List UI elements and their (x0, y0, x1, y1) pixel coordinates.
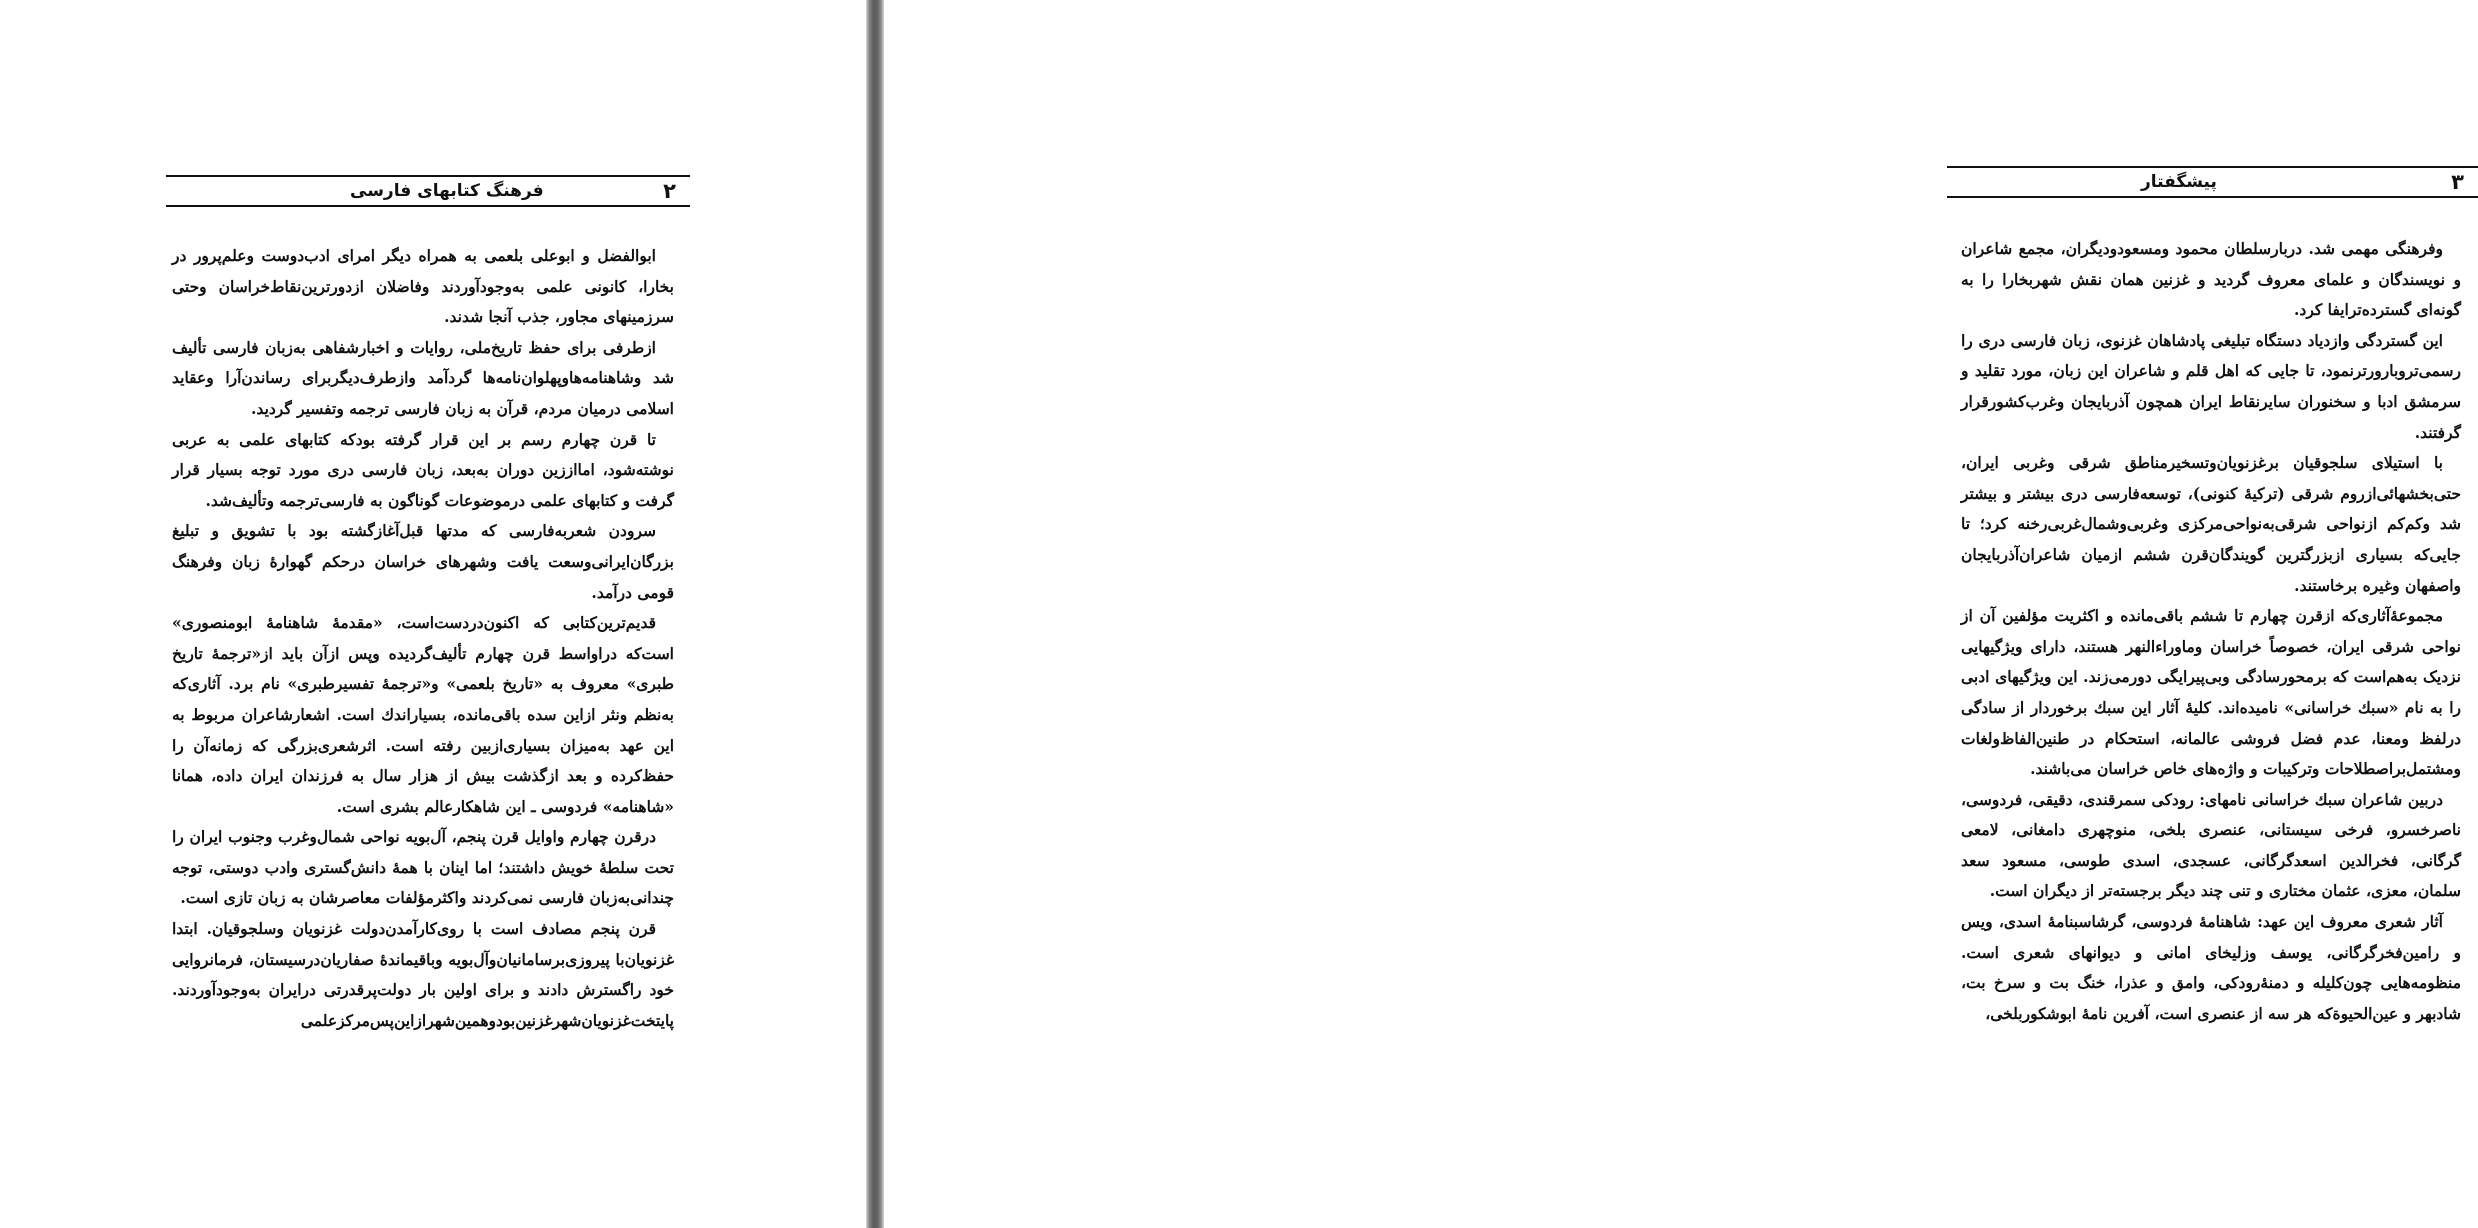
right-paragraph-1: وفرهنگی مهمی شد. دربارسلطان محمود ومسعودودیگران، مجمع شاعران و نویسندگان و علمای معروف گردید و غزنین همان نقش شهربخارا را به گونه‌ای گسترده‌ترایفا کرد. (1961, 239, 2461, 320)
left-paragraph-1: ابوالفضل و ابوعلی بلعمی به همراه دیگر امرای ادب‌دوست وعلم‌پرور در بخارا، کانونی علمی به‌وجودآوردند وفاضلان ازدورترین‌نقاط‌خراسان وحتی سرزمینهای مجاور، جذب آنجا شدند. (172, 246, 674, 327)
right-page-body (1961, 234, 2461, 1029)
right-paragraph-5: دربین شاعران سبك خراسانی نامهای: رودکی سمرقندی، دقیقی، فردوسی، ناصرخسرو، فرخی سیستانی، عنصری بلخی، منوچهری دامغانی، لامعی گرگانی، فخرالدین اسعدگرگانی، عسجدی، اسدی طوسی، مسعود سعد سلمان، معزی، عثمان مختاری و تنی چند دیگر برجسته‌تر از دیگران است. (1961, 789, 2461, 901)
right-paragraph-3: با استیلای سلجوقیان برغزنویان‌وتسخیرمناطق شرقی وغربی ایران، حتی‌بخشهائی‌ازروم شرقی (ترکیهٔ کنونی)، توسعه‌فارسی دری بیشتر و بیشتر شد وکم‌کم ازنواحی شرقی‌به‌نواحی‌مرکزی وغربی‌وشمال‌غربی‌رخنه کرد؛ تا جایی‌که بسیاری ازبزرگترین گویندگان‌قرن ششم ازمیان شاعران‌آذربایجان واصفهان وغیره برخاستند. (1961, 453, 2461, 595)
left-paragraph-5: قدیم‌ترین‌کتابی که اکنون‌دردست‌است، «مقدمهٔ شاهنامهٔ ابومنصوری» است‌که دراواسط قرن چهارم تألیف‌گردیده وپس ازآن باید از«ترجمهٔ تاریخ طبری» معروف به «تاریخ بلعمی» و«ترجمهٔ تفسیرطبری» نام برد. آثاری‌که به‌نظم ونثر ازاین سده باقی‌مانده، بسیاراندك است. اشعارشاعران مربوط به این عهد به‌میزان بسیاری‌ازبین رفته است. اثرشعری‌بزرگی که زمانه‌آن را حفظ‌کرده و بعد ازگذشت بیش از هزار سال به فرزندان ایران داده، همانا «شاهنامه» فردوسی ـ این شاهکارعالم بشری است. (172, 613, 674, 816)
right-paragraph-2: این گستردگی وازدیاد دستگاه تبلیغی پادشاهان غزنوی، زبان فارسی دری را رسمی‌تروبارورترنمود، تا جایی که اهل قلم و شاعران این زبان، مورد تقلید و سرمشق ادبا و سخنوران سایرنقاط ایران همچون آذربایجان وغرب‌کشورقرار گرفتند. (1961, 330, 2461, 442)
left-paragraph-7: قرن پنجم مصادف است با روی‌کارآمدن‌دولت غزنویان وسلجوقیان. ابتدا غزنویان‌با پیروزی‌برسامانیان‌وآل‌بویه وباقیماندهٔ صفاریان‌درسیستان، فرمانروایی خود راگسترش دادند و برای اولین بار دولت‌پرقدرتی درایران به‌وجودآوردند. پایتخت‌غزنویان‌شهرغزنین‌بودوهمین‌شهرازاین‌پس‌مرکزعلمی (172, 919, 674, 1030)
left-running-title: فرهنگ کتابهای فارسی (350, 181, 544, 201)
left-paragraph-3: تا قرن چهارم رسم بر این قرار گرفته بودکه کتابهای علمی به عربی نوشته‌شود، امااززین دوران به‌بعد، زبان فارسی دری مورد توجه بسیار قرار گرفت و کتابهای علمی درموضوعات گوناگون به فارسی‌ترجمه وتألیف‌شد. (172, 429, 674, 510)
right-page-header (1947, 166, 2478, 198)
left-page-number: ۲ (663, 179, 676, 203)
left-page-body (172, 241, 674, 1036)
left-page-header (166, 175, 690, 207)
right-paragraph-4: مجموعهٔ‌آثاری‌که ازقرن چهارم تا ششم باقی‌مانده و اکثریت مؤلفین آن از نواحی شرقی ایران، خصوصاً خراسان وماوراءالنهر هستند، دارای ویژگیهایی نزدیک به‌هم‌است که برمحورسادگی وبی‌پیرایگی دورمی‌زند. این ویژگیهای ادبی را به نام «سبك خراسانی» نامیده‌اند. کلیهٔ آثار این سبك برخوردار از سادگی درلفظ ومعنا، عدم فضل فروشی عالمانه، استحکام در طنین‌الفاظ‌ولغات ومشتمل‌براصطلاحات وترکیبات و واژه‌های خاص خراسان می‌باشند. (1961, 606, 2461, 779)
left-paragraph-4: سرودن شعربه‌فارسی که مدتها قبل‌آغازگشته بود با تشویق و تبلیغ بزرگان‌ایرانی‌وسعت یافت وشهرهای خراسان درحکم گهوارهٔ زبان وفرهنگ قومی درآمد. (172, 521, 674, 602)
right-running-title: پیشگفتار (2141, 172, 2217, 192)
left-paragraph-6: درقرن چهارم واوایل قرن پنجم، آل‌بویه نواحی شمال‌وغرب وجنوب ایران را تحت سلطهٔ خویش داشتند؛ اما اینان با همهٔ دانش‌گستری وادب دوستی، توجه چندانی‌به‌زبان فارسی نمی‌کردند واکثرمؤلفات معاصرشان به زبان تازی است. (172, 827, 674, 908)
right-page (884, 0, 2464, 1228)
right-paragraph-6: آثار شعری معروف این عهد: شاهنامهٔ فردوسی، گرشاسبنامهٔ اسدی، ویس و رامین‌فخرگرگانی، یوسف وزلیخای امانی و دیوانهای شعری است. منظومه‌هایی چون‌کلیله و دمنهٔ‌رودکی، وامق و عذرا، خنگ بت و سرخ بت، شادبهر و عین‌الحیوة‌که هر سه از عنصری است، آفرین نامهٔ ابوشکوربلخی، (1961, 912, 2461, 1023)
left-page (0, 0, 866, 1228)
page-gutter-divider (866, 0, 884, 1228)
right-page-number: ۳ (2451, 170, 2464, 194)
left-paragraph-2: ازطرفی برای حفظ تاریخ‌ملی، روایات و اخبارشفاهی به‌زبان فارسی تألیف شد وشاهنامه‌هاوپهلوان‌نامه‌ها گردآمد وازطرف‌دیگربرای رساندن‌آرا وعقاید اسلامی درمیان مردم، قرآن به زبان فارسی ترجمه وتفسیر گردید. (172, 337, 674, 418)
